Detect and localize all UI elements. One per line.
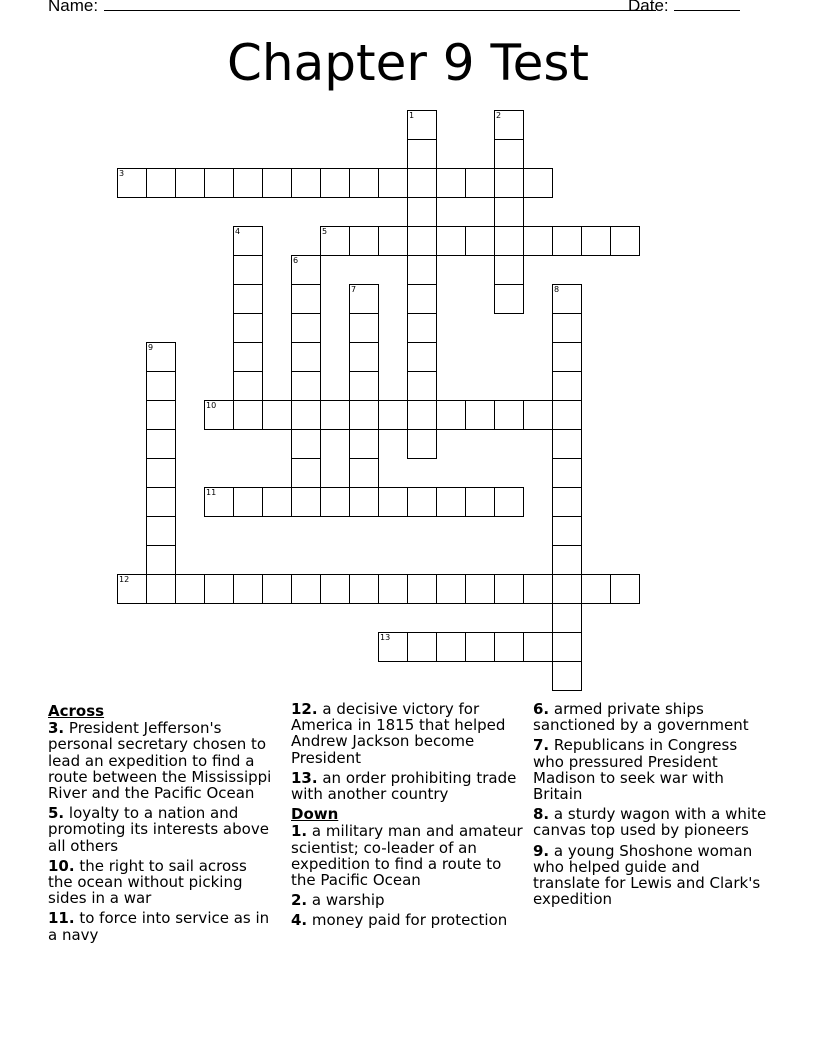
cell-number: 10 (206, 401, 217, 410)
crossword-cell[interactable] (465, 574, 495, 604)
down-heading: Down (291, 805, 339, 824)
crossword-cell[interactable] (407, 226, 437, 256)
crossword-cell[interactable] (146, 458, 176, 488)
crossword-cell[interactable] (494, 255, 524, 285)
crossword-cell[interactable] (465, 632, 495, 662)
crossword-cell[interactable] (494, 284, 524, 314)
crossword-cell[interactable] (494, 487, 524, 517)
crossword-cell[interactable] (407, 313, 437, 343)
crossword-cell[interactable] (175, 574, 205, 604)
crossword-cell[interactable] (349, 226, 379, 256)
clue-text: a military man and amateur scientist; co-leader of an expedition to find a route to the Pacific Ocean (291, 822, 523, 890)
clue-text: a warship (311, 891, 385, 910)
crossword-cell[interactable] (610, 574, 640, 604)
crossword-cell[interactable] (436, 168, 466, 198)
crossword-cell[interactable] (146, 545, 176, 575)
crossword-cell[interactable] (349, 168, 379, 198)
date-label: Date: (628, 0, 669, 15)
cell-number: 6 (293, 256, 299, 265)
crossword-cell[interactable] (407, 197, 437, 227)
crossword-cell[interactable] (291, 458, 321, 488)
crossword-cell[interactable] (523, 168, 553, 198)
crossword-cell[interactable] (552, 313, 582, 343)
across-heading: Across (48, 702, 105, 720)
clue-down-9 (533, 843, 769, 908)
crossword-cell[interactable] (291, 574, 321, 604)
cell-number: 4 (235, 227, 241, 236)
crossword-cell[interactable] (204, 574, 234, 604)
crossword-cell[interactable] (581, 574, 611, 604)
crossword-cell[interactable] (320, 574, 350, 604)
clues-column-1 (48, 701, 276, 947)
cell-number: 12 (119, 575, 130, 584)
clue-across-3 (48, 720, 276, 801)
crossword-cell[interactable] (349, 371, 379, 401)
crossword-cell[interactable] (552, 661, 582, 691)
crossword-cell[interactable] (233, 313, 263, 343)
crossword-cell[interactable] (407, 487, 437, 517)
crossword-cell[interactable] (552, 342, 582, 372)
crossword-cell[interactable] (146, 574, 176, 604)
crossword-cell[interactable] (117, 574, 147, 604)
crossword-cell[interactable] (146, 487, 176, 517)
crossword-cell[interactable] (494, 197, 524, 227)
clues-column-3 (533, 701, 769, 911)
clue-number: 13. (291, 768, 318, 787)
crossword-cell[interactable] (291, 342, 321, 372)
cell-number: 9 (148, 343, 154, 352)
clue-across-13 (291, 770, 527, 802)
crossword-cell[interactable] (407, 110, 437, 140)
crossword-cell[interactable] (378, 487, 408, 517)
cell-number: 5 (322, 227, 328, 236)
crossword-cell[interactable] (233, 487, 263, 517)
clue-text: President Jefferson's personal secretary chosen to lead an expedition to find a route between the Mississippi River and the Pacific Ocean (48, 719, 272, 803)
crossword-cell[interactable] (291, 429, 321, 459)
clue-text: to force into service as in a navy (48, 909, 270, 944)
crossword-cell[interactable] (262, 487, 292, 517)
clue-text: the right to sail across the ocean without picking sides in a war (48, 856, 247, 908)
clues-column-2 (291, 701, 527, 933)
crossword-cell[interactable] (494, 110, 524, 140)
crossword-cell[interactable] (465, 400, 495, 430)
crossword-cell[interactable] (552, 429, 582, 459)
crossword-cell[interactable] (552, 603, 582, 633)
clue-text: Republicans in Congress who pressured President Madison to seek war with Britain (533, 736, 738, 804)
crossword-cell[interactable] (117, 168, 147, 198)
clue-number: 6. (533, 700, 550, 718)
crossword-cell[interactable] (320, 487, 350, 517)
clue-number: 7. (533, 736, 550, 755)
crossword-cell[interactable] (407, 371, 437, 401)
crossword-cell[interactable] (262, 168, 292, 198)
crossword-cell[interactable] (233, 400, 263, 430)
clue-across-11 (48, 910, 276, 942)
crossword-cell[interactable] (436, 487, 466, 517)
crossword-cell[interactable] (291, 400, 321, 430)
clue-down-8 (533, 806, 769, 838)
crossword-cell[interactable] (349, 400, 379, 430)
crossword-cell[interactable] (378, 632, 408, 662)
cell-number: 8 (554, 285, 560, 294)
crossword-cell[interactable] (407, 168, 437, 198)
clue-number: 3. (48, 719, 65, 738)
crossword-cell[interactable] (494, 226, 524, 256)
cell-number: 13 (380, 633, 391, 642)
crossword-cell[interactable] (291, 255, 321, 285)
crossword-cell[interactable] (494, 168, 524, 198)
crossword-cell[interactable] (552, 632, 582, 662)
crossword-cell[interactable] (407, 632, 437, 662)
crossword-cell[interactable] (465, 487, 495, 517)
crossword-cell[interactable] (204, 168, 234, 198)
clue-number: 8. (533, 805, 550, 824)
crossword-cell[interactable] (407, 429, 437, 459)
clue-number: 10. (48, 856, 75, 875)
crossword-cell[interactable] (581, 226, 611, 256)
crossword-cell[interactable] (436, 226, 466, 256)
crossword-cell[interactable] (233, 342, 263, 372)
crossword-cell[interactable] (523, 632, 553, 662)
crossword-cell[interactable] (233, 574, 263, 604)
crossword-cell[interactable] (378, 168, 408, 198)
clue-across-5 (48, 805, 276, 854)
crossword-cell[interactable] (552, 226, 582, 256)
crossword-cell[interactable] (552, 574, 582, 604)
crossword-cell[interactable] (146, 371, 176, 401)
clue-across-12 (291, 701, 527, 766)
cell-number: 2 (496, 111, 502, 120)
name-label: Name: (48, 0, 99, 15)
crossword-cell[interactable] (204, 400, 234, 430)
clue-number: 2. (291, 891, 308, 910)
clue-across-10 (48, 858, 276, 907)
crossword-cell[interactable] (233, 226, 263, 256)
crossword-cell[interactable] (523, 226, 553, 256)
crossword-cell[interactable] (494, 574, 524, 604)
clue-text: a sturdy wagon with a white canvas top used by pioneers (533, 805, 767, 840)
crossword-cell[interactable] (494, 139, 524, 169)
crossword-cell[interactable] (349, 342, 379, 372)
clue-number: 1. (291, 822, 308, 841)
crossword-cell[interactable] (349, 284, 379, 314)
crossword-cell[interactable] (291, 313, 321, 343)
clue-number: 4. (291, 911, 308, 930)
crossword-cell[interactable] (436, 632, 466, 662)
crossword-cell[interactable] (494, 400, 524, 430)
crossword-cell[interactable] (233, 284, 263, 314)
cell-number: 11 (206, 488, 217, 497)
crossword-cell[interactable] (349, 487, 379, 517)
cell-number: 1 (409, 111, 415, 120)
crossword-cell[interactable] (494, 632, 524, 662)
clue-number: 11. (48, 909, 75, 928)
crossword-cell[interactable] (349, 458, 379, 488)
crossword-cell[interactable] (146, 429, 176, 459)
crossword-cell[interactable] (233, 168, 263, 198)
crossword-cell[interactable] (320, 168, 350, 198)
crossword-cell[interactable] (552, 458, 582, 488)
crossword-cell[interactable] (552, 400, 582, 430)
clue-text: loyalty to a nation and promoting its interests above all others (48, 804, 269, 855)
crossword-cell[interactable] (291, 371, 321, 401)
crossword-cell[interactable] (291, 168, 321, 198)
clue-number: 5. (48, 804, 65, 823)
crossword-cell[interactable] (552, 545, 582, 575)
clue-text: armed private ships sanctioned by a government (533, 700, 749, 735)
crossword-cell[interactable] (204, 487, 234, 517)
clue-down-1 (291, 823, 527, 888)
crossword-cell[interactable] (146, 400, 176, 430)
crossword-cell[interactable] (378, 400, 408, 430)
crossword-cell[interactable] (552, 516, 582, 546)
clue-text: a decisive victory for America in 1815 that helped Andrew Jackson become President (291, 700, 506, 767)
crossword-cell[interactable] (407, 284, 437, 314)
crossword-cell[interactable] (175, 168, 205, 198)
crossword-cell[interactable] (320, 226, 350, 256)
crossword-cell[interactable] (349, 313, 379, 343)
crossword-cell[interactable] (262, 574, 292, 604)
crossword-cell[interactable] (233, 255, 263, 285)
crossword-cell[interactable] (146, 516, 176, 546)
clue-down-2 (291, 892, 527, 908)
crossword-cell[interactable] (291, 284, 321, 314)
crossword-cell[interactable] (146, 168, 176, 198)
page-title: Chapter 9 Test (227, 34, 589, 92)
crossword-cell[interactable] (552, 371, 582, 401)
crossword-cell[interactable] (378, 574, 408, 604)
crossword-cell[interactable] (407, 400, 437, 430)
crossword-cell[interactable] (610, 226, 640, 256)
clue-number: 12. (291, 700, 318, 718)
clue-text: an order prohibiting trade with another country (291, 768, 517, 804)
crossword-cell[interactable] (320, 400, 350, 430)
clue-text: a young Shoshone woman who helped guide and translate for Lewis and Clark's expedition (533, 841, 761, 909)
cell-number: 7 (351, 285, 357, 294)
clue-down-7 (533, 737, 769, 802)
crossword-cell[interactable] (407, 139, 437, 169)
crossword-cell[interactable] (262, 400, 292, 430)
crossword-cell[interactable] (523, 574, 553, 604)
crossword-cell[interactable] (552, 284, 582, 314)
crossword-cell[interactable] (523, 400, 553, 430)
clue-text: money paid for protection (311, 911, 508, 930)
crossword-cell[interactable] (146, 342, 176, 372)
crossword-cell[interactable] (436, 574, 466, 604)
clue-down-4 (291, 912, 527, 928)
crossword-cell[interactable] (233, 371, 263, 401)
crossword-cell[interactable] (407, 574, 437, 604)
crossword-cell[interactable] (349, 429, 379, 459)
crossword-cell[interactable] (407, 255, 437, 285)
crossword-cell[interactable] (291, 487, 321, 517)
crossword-cell[interactable] (465, 226, 495, 256)
crossword-cell[interactable] (436, 400, 466, 430)
crossword-cell[interactable] (407, 342, 437, 372)
crossword-cell[interactable] (552, 487, 582, 517)
cell-number: 3 (119, 169, 125, 178)
crossword-cell[interactable] (378, 226, 408, 256)
crossword-cell[interactable] (465, 168, 495, 198)
crossword-cell[interactable] (349, 574, 379, 604)
clue-number: 9. (533, 841, 550, 860)
clue-down-6 (533, 701, 769, 733)
